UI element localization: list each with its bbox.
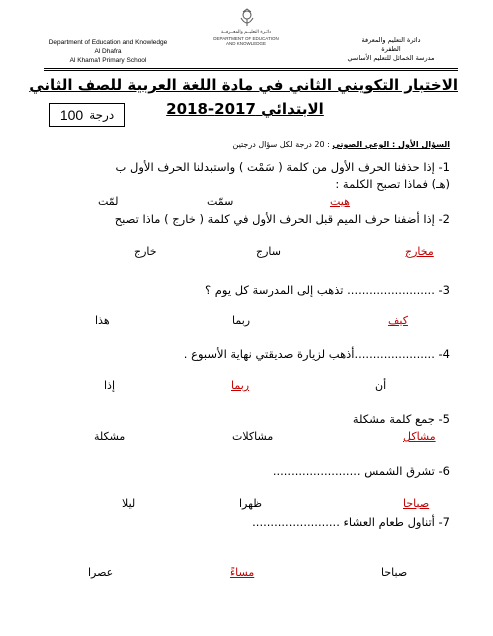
question-5-option-1: مشاكل bbox=[403, 430, 436, 443]
header-en-line: Department of Education and Knowledge bbox=[48, 39, 168, 46]
question-7-option-2: مساءً bbox=[230, 566, 255, 579]
question-7-line-1: 7- أتناول طعام العشاء ........................ bbox=[252, 515, 450, 529]
question-3-line-1: 3- ........................ تذهب إلى المدرسة كل يوم ؟ bbox=[205, 283, 450, 297]
question-2-option-3: خارج bbox=[134, 245, 157, 258]
question-1-line-1: 1- إذا حذفنا الحرف الأول من كلمة ( سَمْت ) واستبدلنا الحرف الأول ب bbox=[115, 160, 450, 174]
header-logo-text bbox=[196, 30, 296, 47]
header-english bbox=[48, 38, 168, 65]
question-1-line-2: (هـ) فماذا تصبح الكلمة : bbox=[335, 177, 450, 191]
question-7-option-3: عصرا bbox=[88, 566, 114, 579]
header-rule bbox=[44, 68, 458, 69]
header-ar-line: الظفرة bbox=[381, 45, 401, 53]
score-unit: درجة bbox=[89, 108, 115, 122]
question-5-line-1: 5- جمع كلمة مشكلة bbox=[352, 412, 450, 426]
score-value: 100 bbox=[59, 107, 84, 123]
question-1-option-3: لمّت bbox=[98, 195, 119, 208]
question-2-option-2: سارج bbox=[256, 245, 281, 258]
header-en-line: Al Dhafra bbox=[94, 48, 122, 55]
header-ar-line: مدرسة الخمائل للتعليم الأساسي bbox=[347, 54, 435, 62]
question-2-line-1: 2- إذا أضفنا حرف الميم قبل الحرف الأول في كلمة ( خارج ) ماذا تصبح bbox=[114, 212, 450, 226]
header-arabic bbox=[336, 36, 446, 63]
question-5-option-3: مشكلة bbox=[94, 430, 126, 443]
header-en-line: Al Khama'l Primary School bbox=[69, 57, 147, 64]
section-marks: : 20 درجة لكل سؤال درجتين bbox=[232, 140, 330, 149]
question-4-line-1: 4- ......................أذهب لزيارة صديقتي نهاية الأسبوع . bbox=[183, 347, 450, 361]
page-subtitle: الابتدائي 2017-2018 bbox=[166, 100, 324, 118]
header-rule bbox=[44, 70, 458, 71]
page-title: الاختبار التكويني الثاني في مادة اللغة العربية للصف الثاني bbox=[29, 76, 458, 94]
question-4-option-3: إذا bbox=[104, 379, 116, 392]
score-box bbox=[49, 103, 125, 127]
header-ar-line: دائرة التعليم والمعرفة bbox=[361, 36, 421, 44]
question-6-option-1: صباحا bbox=[403, 497, 430, 510]
question-1-option-1: هيت bbox=[330, 195, 350, 208]
question-5-option-2: مشاكلات bbox=[232, 430, 274, 443]
logo-line: DEPARTMENT OF EDUCATION bbox=[213, 35, 279, 41]
question-2-option-1: مخارج bbox=[405, 245, 434, 258]
emblem-icon bbox=[237, 8, 257, 28]
question-6-option-2: ظهرا bbox=[239, 497, 262, 510]
question-7-option-1: صباحا bbox=[381, 566, 408, 579]
question-3-option-2: ربما bbox=[232, 314, 251, 327]
question-4-option-1: أن bbox=[375, 379, 387, 392]
question-6-option-3: ليلا bbox=[122, 497, 136, 510]
question-6-line-1: 6- تشرق الشمس ........................ bbox=[272, 464, 450, 478]
logo-line: AND KNOWLEDGE bbox=[225, 41, 266, 46]
question-3-option-3: هذا bbox=[95, 314, 110, 327]
section-heading-row bbox=[200, 140, 450, 149]
question-4-option-2: ربما bbox=[231, 379, 250, 392]
logo-line: دائـرة التعليــم والمعــرفــة bbox=[220, 30, 272, 35]
question-1-option-2: سمّت bbox=[207, 195, 234, 208]
section-heading: السؤال الأول : الوعي الصوتي bbox=[332, 140, 450, 149]
question-3-option-1: كيف bbox=[388, 314, 408, 327]
